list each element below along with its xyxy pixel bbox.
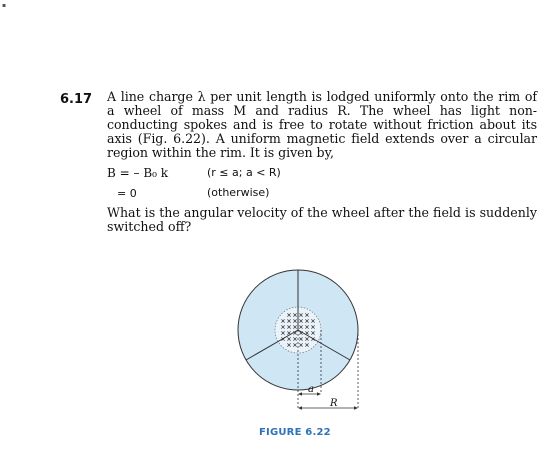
wheel-diagram (228, 262, 368, 412)
equation-1-condition: (r ≤ a; a < R) (207, 166, 281, 179)
a-arrow-left (298, 392, 302, 395)
problem-number: 6.17 (60, 92, 93, 107)
label-a: a (308, 384, 314, 395)
problem-paragraph (107, 90, 537, 160)
equation-row-1 (107, 166, 281, 180)
figure-wheel (228, 262, 368, 412)
equation-2-lhs: = 0 (117, 187, 137, 200)
R-arrow-left (298, 406, 302, 409)
problem-paragraph-text: A line charge λ per unit length is lodged uniformly onto the rim of a wheel of mass M and radius R. The wheel has light non-conducting spokes and is free to rotate without friction about its axis (Fig. 6.22). A uniform magnetic field extends over a circular region within the rim. It is given by, (107, 89, 537, 160)
equation-1-lhs: B = – B₀ k (107, 166, 169, 180)
equation-2-condition: (otherwise) (207, 186, 270, 199)
corner-mark: ▪ (2, 2, 7, 9)
equation-row-2 (107, 186, 270, 200)
question-text: What is the angular velocity of the wheel after the field is suddenly switched off? (107, 205, 537, 234)
figure-caption: FIGURE 6.22 (259, 427, 331, 438)
a-arrow-right (317, 392, 321, 395)
label-R: R (330, 398, 338, 409)
R-arrow-right (354, 406, 358, 409)
